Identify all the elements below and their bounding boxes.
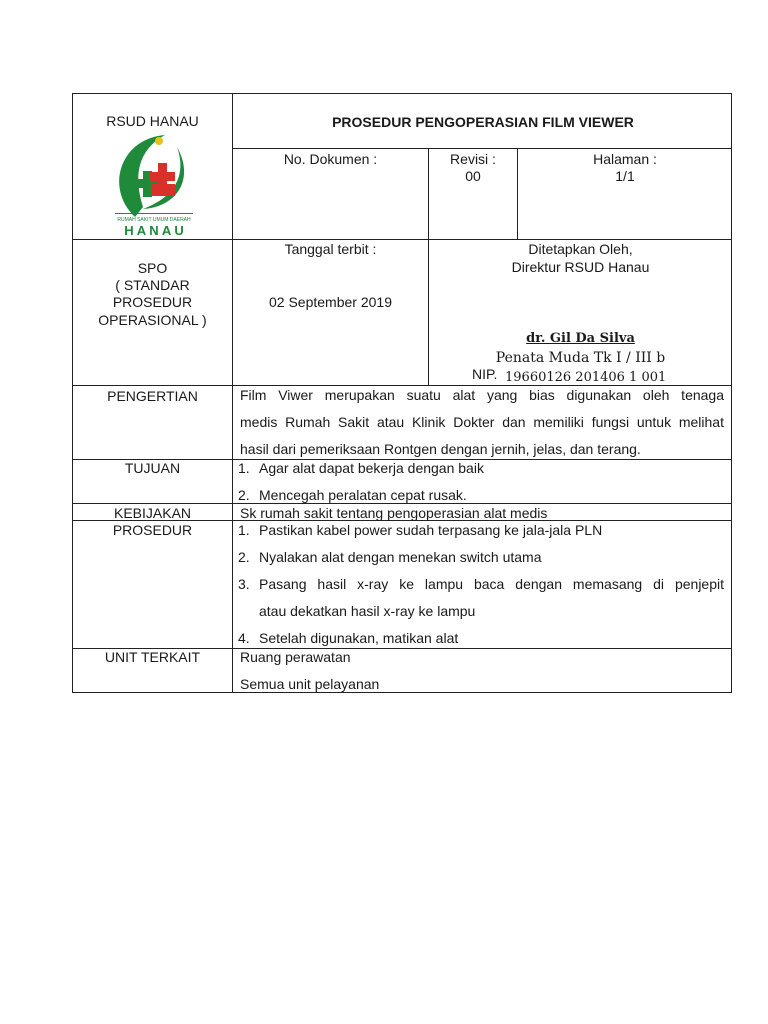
tanggal-terbit-label: Tanggal terbit :	[284, 241, 377, 257]
signer-name: dr. Gil Da Silva	[526, 331, 635, 346]
tujuan-item: Agar alat dapat bekerja dengan baik	[259, 460, 484, 476]
prosedur-label: PROSEDUR	[112, 522, 193, 538]
pengertian-line3: hasil dari pemeriksaan Rontgen dengan jernih, jelas, dan terang.	[240, 441, 641, 457]
no-dokumen-label: No. Dokumen :	[283, 151, 378, 167]
prosedur-step: Setelah digunakan, matikan alat	[259, 630, 459, 646]
pengertian-label: PENGERTIAN	[107, 388, 198, 404]
nip-label: NIP.	[472, 366, 498, 382]
logo-caption-big: H A N A U	[124, 223, 184, 238]
prosedur-step: Nyalakan alat dengan menekan switch utama	[259, 549, 542, 565]
spo-document	[72, 93, 732, 693]
prosedur-step-number: 2.	[238, 549, 250, 565]
ditetapkan-oleh: Ditetapkan Oleh,	[528, 241, 633, 257]
prosedur-step: Pasang hasil x-ray ke lampu baca dengan memasang di penjepit	[259, 576, 724, 592]
document-title: PROSEDUR PENGOPERASIAN FILM VIEWER	[332, 114, 634, 130]
prosedur-step-number: 1.	[238, 522, 250, 538]
unit-terkait-item: Semua unit pelayanan	[240, 676, 380, 692]
unit-terkait-label: UNIT TERKAIT	[104, 649, 201, 665]
prosedur-step-number: 4.	[238, 630, 250, 646]
prosedur-step-continued: atau dekatkan hasil x-ray ke lampu	[259, 603, 476, 619]
hospital-name: RSUD HANAU	[106, 113, 199, 129]
logo-caption-small: RUMAH SAKIT UMUM DAERAH	[117, 217, 191, 223]
spo-label: SPO	[137, 260, 168, 276]
ditetapkan-jabatan: Direktur RSUD Hanau	[511, 259, 650, 275]
kebijakan-text: Sk rumah sakit tentang pengoperasian alat medis	[240, 505, 548, 521]
halaman-label: Halaman :	[593, 151, 657, 167]
tujuan-item-number: 1.	[238, 460, 250, 476]
revisi-value: 00	[465, 168, 481, 184]
pengertian-line2: medis Rumah Sakit atau Klinik Dokter dan memiliki fungsi untuk melihat	[240, 414, 724, 430]
column-divider	[232, 94, 233, 693]
tujuan-label: TUJUAN	[124, 460, 181, 476]
nip-value: 19660126 201406 1 001	[505, 370, 667, 385]
signer-rank: Penata Muda Tk I / III b	[495, 350, 666, 366]
spo-label-line4: OPERASIONAL )	[98, 312, 207, 328]
tanggal-terbit-value: 02 September 2019	[269, 294, 392, 310]
tujuan-item-number: 2.	[238, 487, 250, 503]
row-divider	[73, 239, 732, 240]
kebijakan-label: KEBIJAKAN	[113, 505, 192, 521]
pengertian-line1: Film Viwer merupakan suatu alat yang bias digunakan oleh tenaga	[240, 387, 724, 403]
tujuan-item: Mencegah peralatan cepat rusak.	[259, 487, 467, 503]
spo-label-line2: ( STANDAR	[115, 277, 190, 293]
halaman-value: 1/1	[615, 168, 635, 184]
spo-label-line3: PROSEDUR	[112, 294, 193, 310]
hospital-logo	[113, 129, 195, 239]
revisi-label: Revisi :	[450, 151, 496, 167]
prosedur-step: Pastikan kabel power sudah terpasang ke jala-jala PLN	[259, 522, 603, 538]
row-divider	[232, 148, 732, 149]
prosedur-step-number: 3.	[238, 576, 250, 592]
unit-terkait-item: Ruang perawatan	[240, 649, 351, 665]
